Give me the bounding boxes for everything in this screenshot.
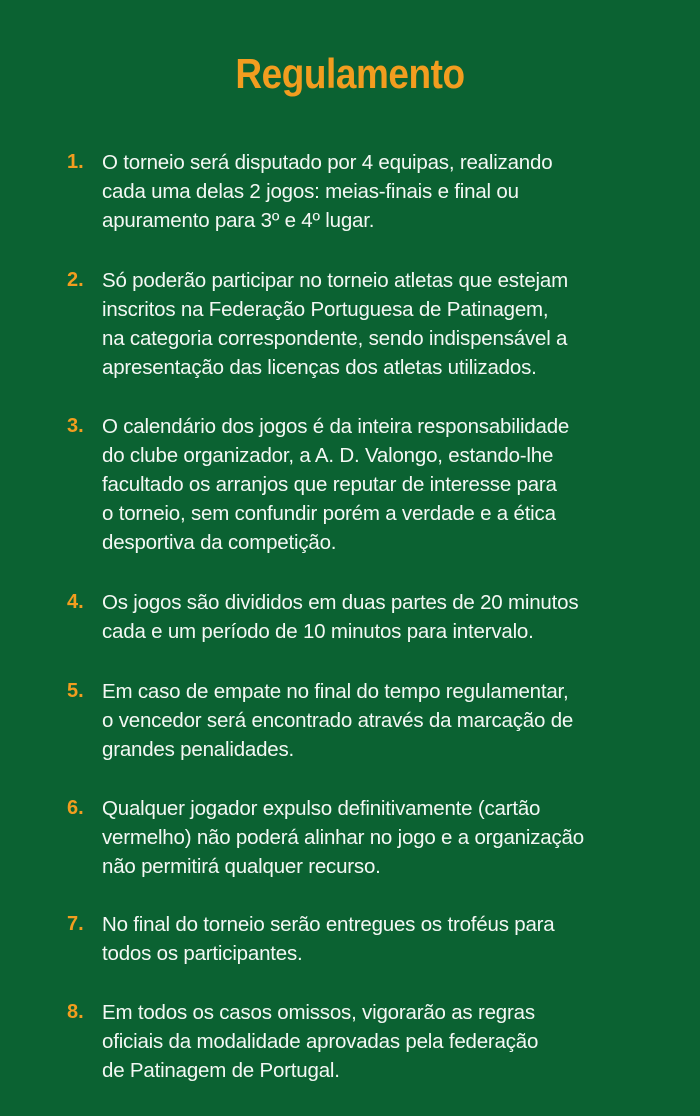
rule-text: Em caso de empate no final do tempo regulamentar, o vencedor será encontrado através da marcação de grandes penalidades. (102, 680, 574, 761)
rule-text: Em todos os casos omissos, vigorarão as regras oficiais da modalidade aprovadas pela federação de Patinagem de Portugal. (102, 1001, 539, 1082)
rule-text: O calendário dos jogos é da inteira responsabilidade do clube organizador, a A. D. Valongo, estando-lhe facultado os arranjos que reputar de interesse para o torneio, sem confundir porém a verdade e a ética desportiva da competição. (102, 415, 570, 554)
rule-number: 7. (67, 913, 84, 935)
rule-number: 2. (67, 269, 84, 291)
rule-number: 3. (67, 415, 84, 437)
rule-text: Os jogos são divididos em duas partes de 20 minutos cada e um período de 10 minutos para intervalo. (102, 591, 579, 643)
rule-number: 6. (67, 797, 84, 819)
rule-number: 5. (67, 680, 84, 702)
rule-text: No final do torneio serão entregues os troféus para todos os participantes. (102, 913, 555, 965)
rule-text: O torneio será disputado por 4 equipas, realizando cada uma delas 2 jogos: meias-finais e final ou apuramento para 3º e 4º lugar. (102, 151, 553, 232)
rule-number: 4. (67, 591, 84, 613)
rule-text: Só poderão participar no torneio atletas que estejam inscritos na Federação Portuguesa de Patinagem, na categoria correspondente, sendo indispensável a apresentação das licenças dos atletas utilizados. (102, 269, 568, 379)
rule-number: 1. (67, 151, 84, 173)
rule-text: Qualquer jogador expulso definitivamente (cartão vermelho) não poderá alinhar no jogo e a organização não permitirá qualquer recurso. (102, 797, 584, 878)
page-title: Regulamento (235, 50, 465, 97)
rule-number: 8. (67, 1001, 84, 1023)
